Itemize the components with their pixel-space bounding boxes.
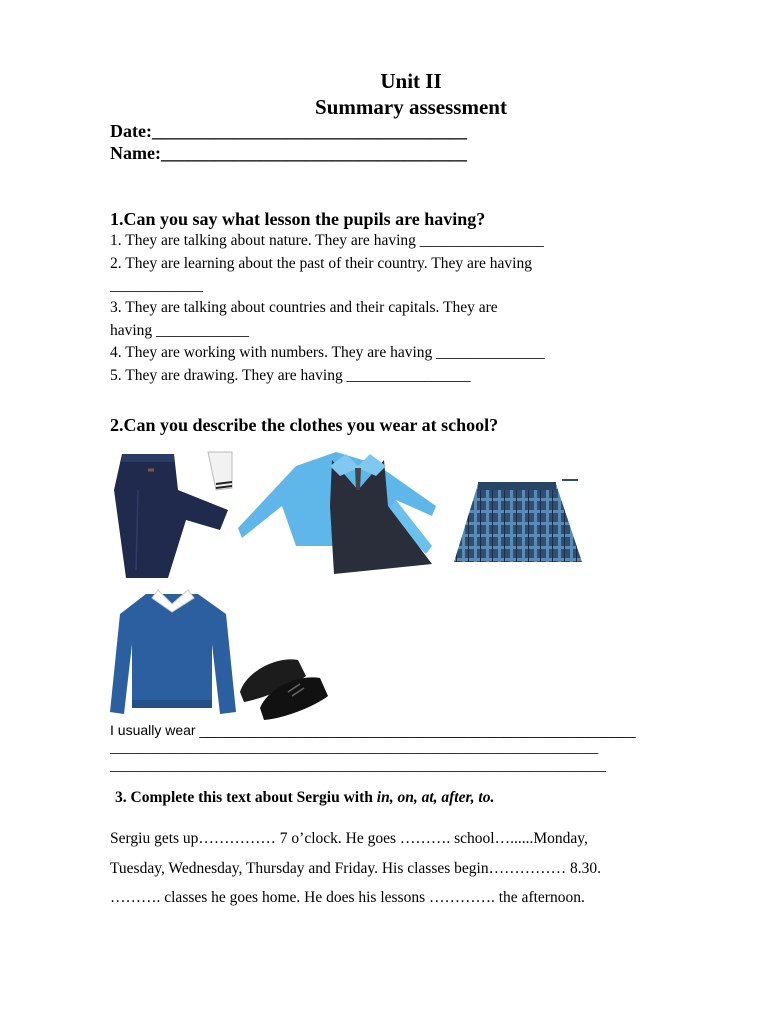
answer-blank[interactable]: ________________________________________________________________ (110, 757, 606, 774)
answer-blank[interactable]: _______________________________________________________________ (110, 739, 599, 756)
answer-blank[interactable]: ____________ (110, 277, 203, 294)
page-title: Summary assessment (315, 95, 507, 119)
section1-heading: 1.Can you say what lesson the pupils are having? (110, 209, 486, 229)
question-line: 5. They are drawing. They are having ________________ (110, 367, 471, 384)
section3-heading (115, 789, 494, 807)
sweater-image (108, 584, 238, 720)
question-line: 2. They are learning about the past of their country. They are having (110, 255, 532, 272)
plaid-skirt-image (450, 474, 586, 576)
question-line: 3. They are talking about countries and their capitals. They are (110, 299, 498, 316)
clothes-prompt[interactable]: I usually wear ________________________________________________________ (110, 722, 636, 738)
paragraph-line: Tuesday, Wednesday, Thursday and Friday. His classes begin…………… 8.30. (110, 860, 601, 877)
shoes-image (236, 652, 330, 722)
section3-heading-prefix: 3. Complete this text about Sergiu with (115, 789, 377, 806)
question-line: having ____________ (110, 322, 250, 339)
paragraph-line: Sergiu gets up…………… 7 o’clock. He goes ………. school…......Monday, (110, 830, 588, 847)
question-line: 1. They are talking about nature. They are having ________________ (110, 232, 544, 249)
date-field[interactable]: Date:___________________________________ (110, 121, 467, 141)
section2-heading: 2.Can you describe the clothes you wear at school? (110, 415, 499, 435)
trousers-image (108, 450, 233, 580)
shirt-and-vest-image (236, 446, 442, 578)
question-line: 4. They are working with numbers. They are having ______________ (110, 344, 545, 361)
paragraph-line: ………. classes he goes home. He does his lessons …………. the afternoon. (110, 889, 585, 906)
unit-title: Unit II (380, 69, 442, 93)
name-field[interactable]: Name:__________________________________ (110, 143, 467, 163)
section3-heading-words: in, on, at, after, to. (376, 789, 495, 806)
